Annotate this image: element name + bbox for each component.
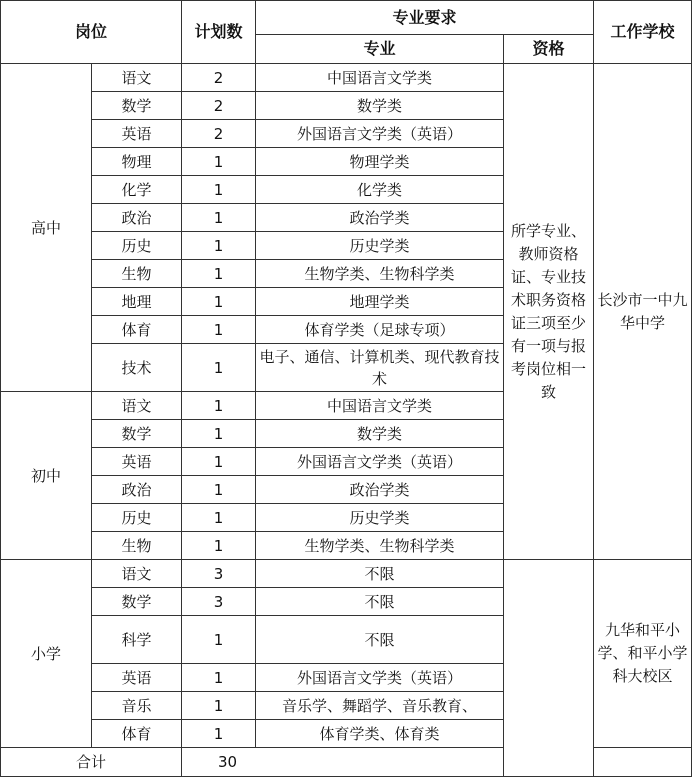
count-cell: 1 — [182, 720, 256, 748]
count-cell: 1 — [182, 448, 256, 476]
count-cell: 1 — [182, 392, 256, 420]
subject-cell: 化学 — [92, 176, 182, 204]
major-cell: 不限 — [256, 616, 504, 664]
subject-cell: 政治 — [92, 476, 182, 504]
major-cell: 电子、通信、计算机类、现代教育技术 — [256, 344, 504, 392]
major-cell: 生物学类、生物科学类 — [256, 532, 504, 560]
count-cell: 1 — [182, 420, 256, 448]
subject-cell: 英语 — [92, 448, 182, 476]
subject-cell: 政治 — [92, 204, 182, 232]
qualification-blank-cell — [504, 560, 594, 777]
major-cell: 数学类 — [256, 92, 504, 120]
subject-cell: 生物 — [92, 532, 182, 560]
subject-cell: 科学 — [92, 616, 182, 664]
count-cell: 2 — [182, 120, 256, 148]
count-cell: 1 — [182, 316, 256, 344]
subject-cell: 体育 — [92, 720, 182, 748]
header-school: 工作学校 — [594, 1, 692, 64]
subject-cell: 英语 — [92, 664, 182, 692]
count-cell: 1 — [182, 176, 256, 204]
group-label-junior: 初中 — [1, 392, 92, 560]
major-cell: 体育学类、体育类 — [256, 720, 504, 748]
major-cell: 不限 — [256, 588, 504, 616]
count-cell: 1 — [182, 532, 256, 560]
subject-cell: 英语 — [92, 120, 182, 148]
qualification-cell: 所学专业、教师资格证、专业技术职务资格证三项至少有一项与报考岗位相一致 — [504, 64, 594, 560]
major-cell: 历史学类 — [256, 504, 504, 532]
count-cell: 2 — [182, 92, 256, 120]
total-blank-cell — [594, 748, 692, 777]
count-cell: 1 — [182, 204, 256, 232]
major-cell: 外国语言文学类（英语） — [256, 448, 504, 476]
header-requirements: 专业要求 — [256, 1, 594, 35]
count-cell: 1 — [182, 232, 256, 260]
count-cell: 1 — [182, 476, 256, 504]
subject-cell: 体育 — [92, 316, 182, 344]
table-row — [1, 560, 692, 588]
major-cell: 音乐学、舞蹈学、音乐教育、 — [256, 692, 504, 720]
subject-cell: 物理 — [92, 148, 182, 176]
major-cell: 中国语言文学类 — [256, 392, 504, 420]
school-secondary: 长沙市一中九华中学 — [594, 64, 692, 560]
group-label-senior: 高中 — [1, 64, 92, 392]
major-cell: 中国语言文学类 — [256, 64, 504, 92]
subject-cell: 历史 — [92, 504, 182, 532]
major-cell: 数学类 — [256, 420, 504, 448]
count-cell: 1 — [182, 664, 256, 692]
header-plan: 计划数 — [182, 1, 256, 64]
subject-cell: 语文 — [92, 560, 182, 588]
count-cell: 3 — [182, 588, 256, 616]
group-label-primary: 小学 — [1, 560, 92, 748]
school-primary: 九华和平小学、和平小学科大校区 — [594, 560, 692, 748]
count-cell: 2 — [182, 64, 256, 92]
major-cell: 地理学类 — [256, 288, 504, 316]
major-cell: 外国语言文学类（英语） — [256, 120, 504, 148]
major-cell: 政治学类 — [256, 204, 504, 232]
count-cell: 1 — [182, 344, 256, 392]
subject-cell: 数学 — [92, 588, 182, 616]
subject-cell: 音乐 — [92, 692, 182, 720]
subject-cell: 生物 — [92, 260, 182, 288]
count-cell: 3 — [182, 560, 256, 588]
subject-cell: 数学 — [92, 420, 182, 448]
subject-cell: 语文 — [92, 64, 182, 92]
count-cell: 1 — [182, 504, 256, 532]
major-cell: 生物学类、生物科学类 — [256, 260, 504, 288]
major-cell: 政治学类 — [256, 476, 504, 504]
count-cell: 1 — [182, 692, 256, 720]
major-cell: 不限 — [256, 560, 504, 588]
major-cell: 外国语言文学类（英语） — [256, 664, 504, 692]
table-row — [1, 64, 692, 92]
subject-cell: 历史 — [92, 232, 182, 260]
major-cell: 历史学类 — [256, 232, 504, 260]
total-value: 30 — [182, 748, 504, 777]
header-major: 专业 — [256, 35, 504, 64]
major-cell: 物理学类 — [256, 148, 504, 176]
subject-cell: 技术 — [92, 344, 182, 392]
header-qualification: 资格 — [504, 35, 594, 64]
count-cell: 1 — [182, 288, 256, 316]
subject-cell: 数学 — [92, 92, 182, 120]
subject-cell: 语文 — [92, 392, 182, 420]
total-label: 合计 — [1, 748, 182, 777]
count-cell: 1 — [182, 616, 256, 664]
header-position: 岗位 — [1, 1, 182, 64]
subject-cell: 地理 — [92, 288, 182, 316]
major-cell: 化学类 — [256, 176, 504, 204]
count-cell: 1 — [182, 260, 256, 288]
major-cell: 体育学类（足球专项） — [256, 316, 504, 344]
count-cell: 1 — [182, 148, 256, 176]
